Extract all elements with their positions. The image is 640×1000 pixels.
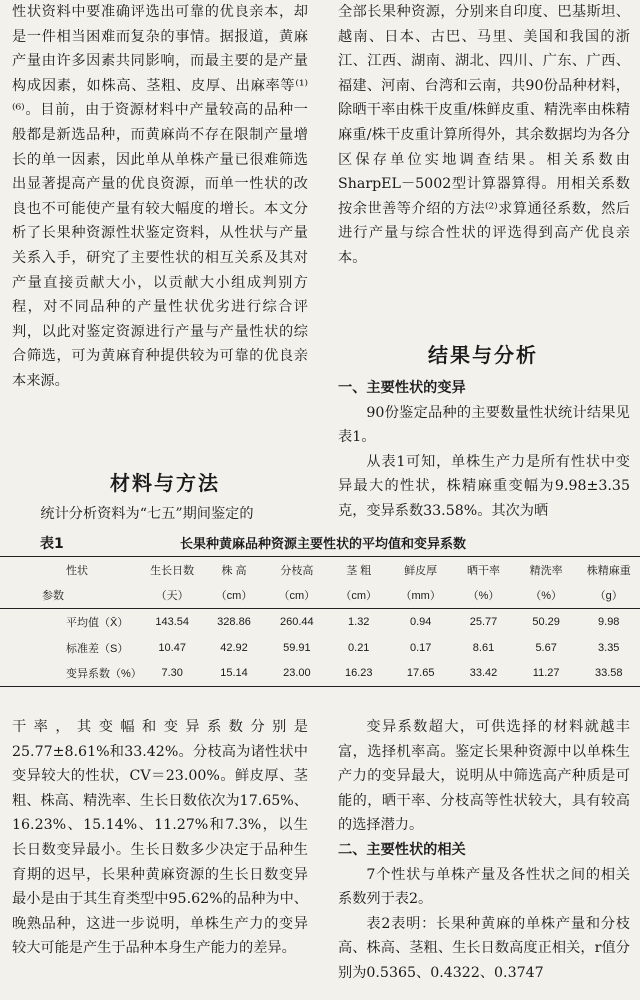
table-row <box>0 661 640 687</box>
header-col-name: 晒干率 <box>452 557 515 583</box>
table-cell: 0.17 <box>409 641 432 654</box>
materials-paragraph: 统计分析资料为“七五”期间鉴定的 <box>40 506 254 522</box>
header-col-unit: （cm） <box>203 583 266 609</box>
table-header-row-units <box>0 583 640 609</box>
table-row <box>0 609 640 635</box>
left-column-bottom <box>12 715 308 961</box>
table-cell: 17.65 <box>389 661 452 687</box>
header-col-name: 株精麻重 <box>577 557 640 583</box>
row-label: 变异系数（%） <box>0 661 142 687</box>
results-paragraph-1: 90份鉴定品种的主要数量性状统计结果见表1。 <box>338 404 630 446</box>
table-cell: 0.94 <box>409 615 432 628</box>
table-cell: 5.67 <box>535 641 557 654</box>
header-col-unit: （cm） <box>328 583 389 609</box>
table-header-row-names <box>0 557 640 583</box>
table-label: 表1 <box>40 536 64 552</box>
table-cell: 42.92 <box>220 641 248 654</box>
table-cell: 260.44 <box>280 615 314 628</box>
table-title: 长果种黄麻品种资源主要性状的平均值和变异系数 <box>180 537 467 552</box>
table-caption <box>40 531 630 553</box>
row-label: 平均值（X̄） <box>66 616 129 629</box>
table-cell: 328.86 <box>217 615 251 628</box>
header-col-name: 鲜皮厚 <box>389 557 452 583</box>
header-col-unit: （%） <box>452 583 515 609</box>
results-block <box>338 376 630 524</box>
header-col-name: 茎 粗 <box>328 557 389 583</box>
table-cell: 33.58 <box>577 661 640 687</box>
table-cell: 1.32 <box>348 615 370 628</box>
table-cell: 23.00 <box>265 661 328 687</box>
right-column-bottom <box>338 715 630 986</box>
section-heading-materials: 材料与方法 <box>110 471 220 495</box>
header-col-unit: （天） <box>142 583 203 609</box>
correlation-paragraph-2: 表2表明：长果种黄麻的单株产量和分枝高、株高、茎粗、生长日数高度正相关，r值分别为0.5365、0.4322、0.3747 <box>338 915 630 981</box>
table-cell: 9.98 <box>598 615 620 628</box>
header-param-label: 参数 <box>0 583 142 609</box>
selection-paragraph: 变异系数超大，可供选择的材料就越丰富，选择机率高。鉴定长果种资源中以单株生产力的变异最大，说明从中筛选高产种质是可能的，晒干率、分枝高等性状较大，具有较高的选择潜力。 <box>338 719 630 834</box>
variation-continued-paragraph: 干率，其变幅和变异系数分别是25.77±8.61%和33.42%。分枝高为诸性状中变异较大的性状，CV＝23.00%。鲜皮厚、茎粗、株高、精洗率、生长日数依次为17.65%、16.23%、15.14%、11.27%和7.3%，以生长日数变异最小。生长日数多少决定于品种生育期的迟早，长果种黄麻资源的生长日数变异最小是由于其生育类型中95.62%的品种为中、晚熟品种，这进一步说明，单株生产力的变异较大可能是产生于品种本身生产能力的差异。 <box>12 719 308 957</box>
header-col-unit: （mm） <box>389 583 452 609</box>
materials-continued-paragraph: 全部长果种资源，分别来自印度、巴基斯坦、越南、日本、古巴、马里、美国和我国的浙江、江西、湖南、湖北、四川、广东、广西、福建、河南、台湾和云南，共90份品种材料，除晒干率由株干皮重/株鲜皮重、精洗率由株精麻重/株干皮重计算所得外，其余数据均为各分区保存单位实地调查结果。相关系数由SharpEL－5002型计算器算得。用相关系数按余世善等介绍的方法⁽²⁾求算通径系数，然后进行产量与综合性状的评选得到高产优良亲本。 <box>338 4 630 266</box>
results-paragraph-2: 从表1可知，单株生产力是所有性状中变异最大的性状，株精麻重变幅为9.98±3.35克，变异系数33.58%。其次为晒 <box>338 453 630 519</box>
table-cell: 7.30 <box>142 661 203 687</box>
table-cell: 143.54 <box>155 615 189 628</box>
subheading-variation: 一、主要性状的变异 <box>338 380 466 396</box>
table-cell: 15.14 <box>203 661 266 687</box>
table-cell: 10.47 <box>158 641 186 654</box>
row-label: 标准差（S） <box>66 642 129 655</box>
materials-first-line <box>12 502 308 527</box>
table-cell: 16.23 <box>328 661 389 687</box>
right-column-top <box>338 0 630 271</box>
table-cell: 8.61 <box>472 641 495 654</box>
table-cell: 11.27 <box>515 661 578 687</box>
correlation-paragraph-1: 7个性状与单株产量及各性状之间的相关系数列于表2。 <box>338 866 630 908</box>
trait-statistics-table <box>0 556 640 687</box>
table-cell: 33.42 <box>452 661 515 687</box>
header-trait-label: 性状 <box>0 557 142 583</box>
header-col-unit: （g） <box>577 583 640 609</box>
subheading-correlation: 二、主要性状的相关 <box>338 841 466 858</box>
header-col-name: 株 高 <box>203 557 266 583</box>
section-heading-results: 结果与分析 <box>428 343 538 367</box>
table-cell: 0.21 <box>348 641 370 654</box>
header-col-unit: （%） <box>515 583 578 609</box>
table-cell: 59.91 <box>283 641 311 654</box>
intro-paragraph: 性状资料中要准确评选出可靠的优良亲本，却是一件相当困难而复杂的事情。据报道，黄麻产量由许多因素共同影响，而最主要的是产量构成因素，如株高、茎粗、皮厚、出麻率等⁽¹⁾⁽⁶⁾。目前，由于资源材料中产量较高的品种一般都是新选品种，而黄麻尚不存在限制产量增长的单一因素，因此单从单株产量已很难筛选出显著提高产量的优良资源，而单一性状的改良也不可能使产量有较大幅度的增长。本文分析了长果种资源性状鉴定资料，从性状与产量关系入手，研究了主要性状的相互关系及其对产量直接贡献大小，以贡献大小组成判别方程，对不同品种的产量性状优劣进行综合评判，以此对鉴定资源进行产量与产量性状的综合筛选，可为黄麻育种提供较为可靠的优良亲本来源。 <box>12 4 308 389</box>
left-column-top <box>12 0 308 394</box>
header-col-unit: （cm） <box>265 583 328 609</box>
table-row <box>0 635 640 661</box>
table-cell: 50.29 <box>532 615 560 628</box>
table-cell: 3.35 <box>598 641 620 654</box>
header-col-name: 精洗率 <box>515 557 578 583</box>
header-col-name: 分枝高 <box>265 557 328 583</box>
header-col-name: 生长日数 <box>142 557 203 583</box>
table-cell: 25.77 <box>469 615 498 628</box>
